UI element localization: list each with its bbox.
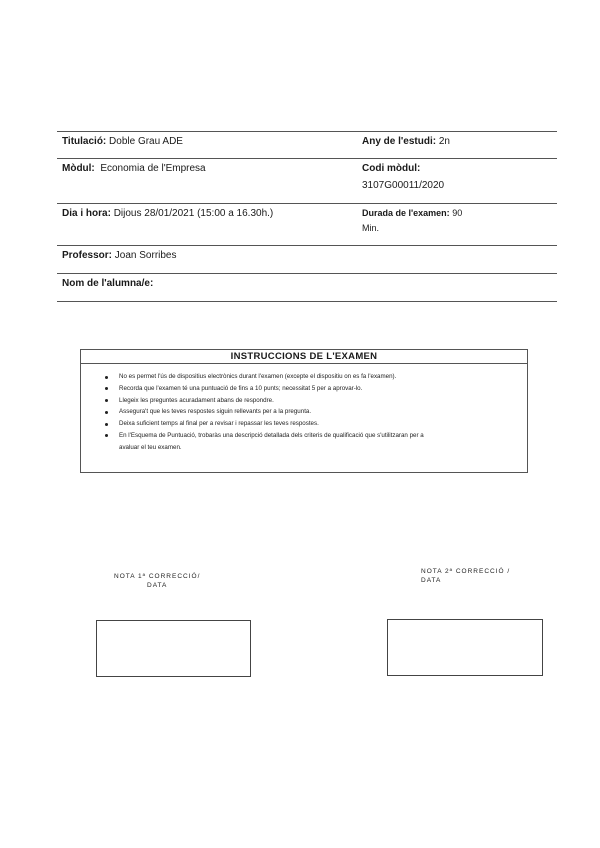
instruction-item-continuation: avaluar el teu examen. bbox=[119, 443, 182, 451]
second-correction-line2: DATA bbox=[421, 577, 442, 584]
titulacio-label: Titulació: bbox=[62, 136, 107, 147]
instruction-item: Recorda que l'examen té una puntuació de fins a 10 punts; necessitat 5 per a aprovar-lo. bbox=[119, 383, 527, 395]
professor-field bbox=[62, 247, 177, 264]
any-estudi-field bbox=[362, 133, 450, 150]
first-correction-box[interactable] bbox=[96, 620, 251, 677]
any-estudi-label: Any de l'estudi: bbox=[362, 136, 437, 147]
second-correction-label bbox=[421, 567, 510, 585]
codi-modul-value: 3107G00011/2020 bbox=[362, 180, 445, 191]
titulacio-field bbox=[62, 133, 183, 150]
header-rule bbox=[57, 158, 557, 159]
any-estudi-value: 2n bbox=[438, 136, 450, 147]
instruction-item: Deixa suficient temps al final per a revisar i repassar les teves respostes. bbox=[119, 418, 527, 430]
durada-unit: Min. bbox=[362, 223, 380, 233]
instruction-item: No es permet l'ús de dispositius electrònics durant l'examen (excepte el dispositiu on es fa l'examen). bbox=[119, 371, 527, 383]
header-top-rule bbox=[57, 131, 557, 132]
instructions-list bbox=[81, 371, 527, 454]
dia-hora-label: Dia i hora: bbox=[62, 208, 111, 219]
second-correction-box[interactable] bbox=[387, 619, 543, 676]
header-rule bbox=[57, 273, 557, 274]
modul-field bbox=[62, 160, 206, 177]
dia-hora-value: Dijous 28/01/2021 (15:00 a 16.30h.) bbox=[113, 208, 274, 219]
codi-modul-label-field bbox=[362, 160, 420, 177]
first-correction-label bbox=[114, 572, 200, 590]
first-correction-line2: DATA bbox=[147, 582, 168, 589]
instruction-item: En l'Esquema de Puntuació, trobaràs una descripció detallada dels criteris de qualificació que s'utilitzaran per a bbox=[119, 430, 527, 442]
header-rule bbox=[57, 301, 557, 302]
instructions-title: INSTRUCCIONS DE L'EXAMEN bbox=[81, 350, 527, 364]
modul-value: Economia de l'Empresa bbox=[100, 163, 206, 174]
professor-label: Professor: bbox=[62, 250, 113, 261]
instruction-item: Assegura't que les teves respostes siguin rellevants per a la pregunta. bbox=[119, 406, 527, 418]
header-rule bbox=[57, 245, 557, 246]
codi-modul-label: Codi mòdul: bbox=[362, 163, 421, 174]
alumne-label: Nom de l'alumna/e: bbox=[62, 278, 154, 289]
titulacio-value: Doble Grau ADE bbox=[109, 136, 183, 147]
professor-value: Joan Sorribes bbox=[114, 250, 177, 261]
instruction-item: Llegeix les preguntes acuradament abans de respondre. bbox=[119, 395, 527, 407]
durada-value: 90 bbox=[452, 208, 463, 218]
second-correction-line1: NOTA 2ª CORRECCIÓ / bbox=[421, 568, 511, 575]
dia-hora-field bbox=[62, 205, 273, 222]
modul-label: Mòdul: bbox=[62, 163, 95, 174]
durada-label: Durada de l'examen: bbox=[362, 208, 450, 218]
instructions-box bbox=[80, 349, 528, 473]
header-rule bbox=[57, 203, 557, 204]
alumne-field bbox=[62, 275, 153, 292]
first-correction-line1: NOTA 1ª CORRECCIÓ/ bbox=[114, 573, 201, 580]
